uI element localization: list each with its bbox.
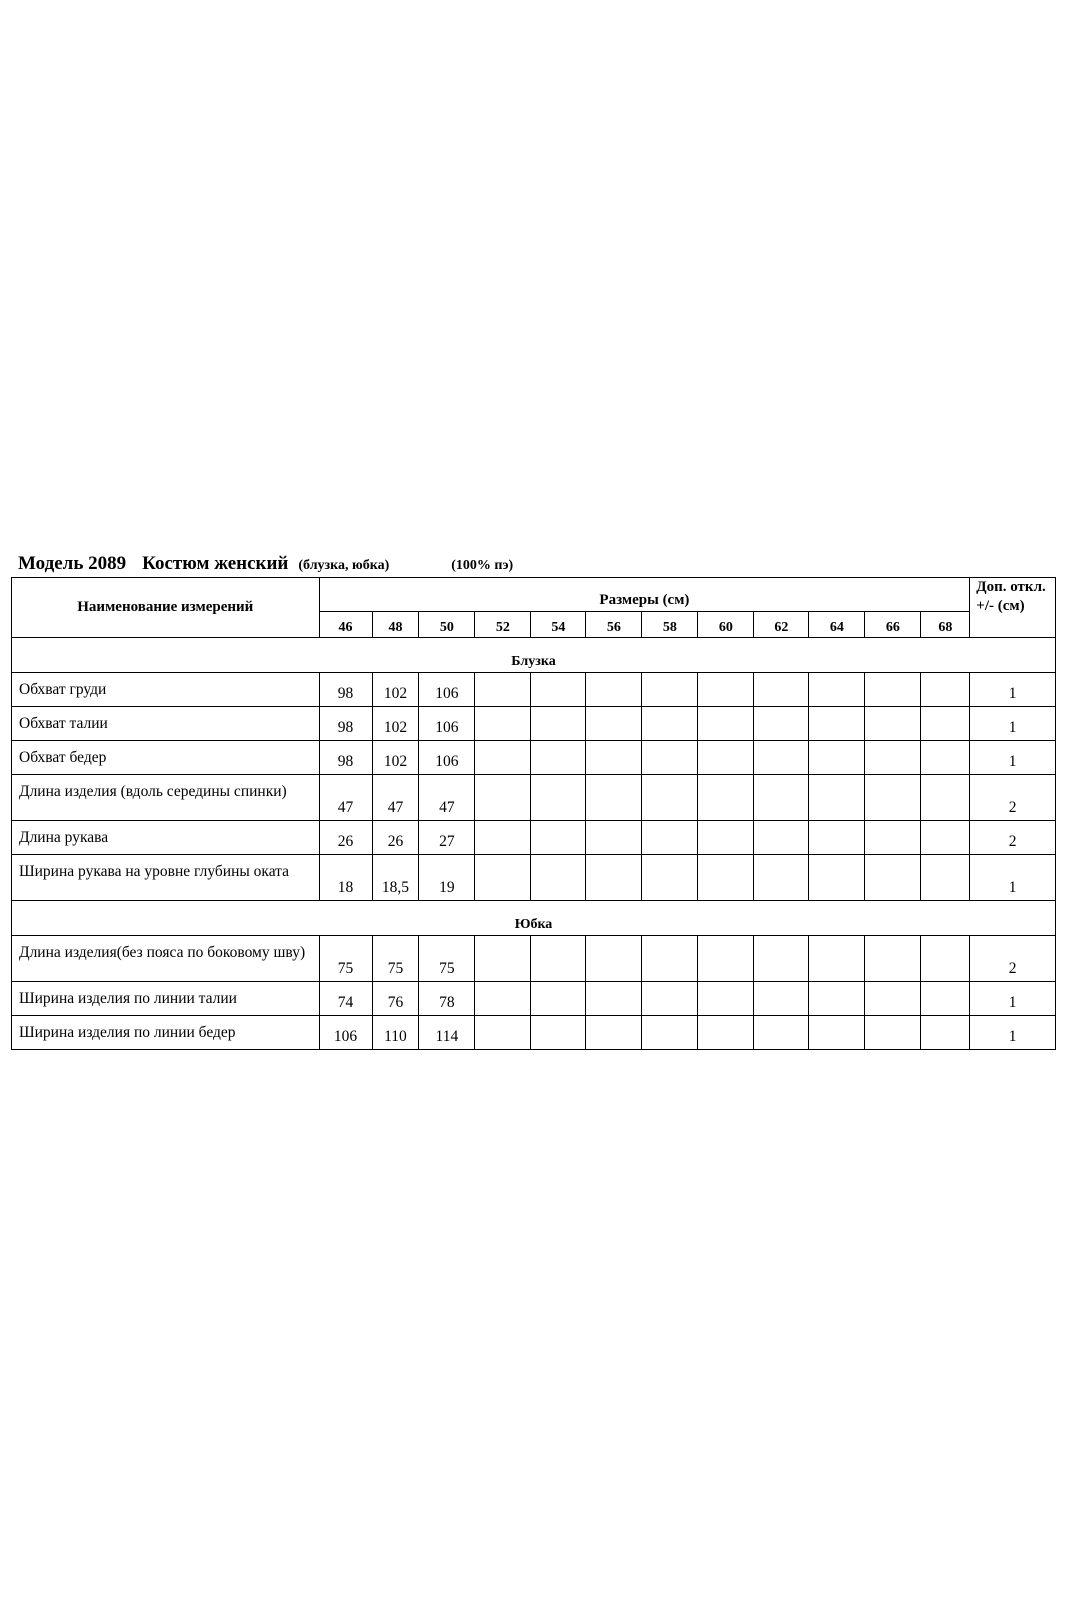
measurement-value — [586, 982, 642, 1016]
measurement-value — [642, 673, 698, 707]
size-header-62: 62 — [754, 612, 809, 638]
measurement-value — [698, 821, 754, 855]
measurement-value — [754, 673, 809, 707]
measurement-value: 26 — [372, 821, 419, 855]
measurement-value — [754, 855, 809, 901]
measurement-value — [531, 821, 586, 855]
measurement-value — [921, 855, 970, 901]
table-row — [12, 821, 1056, 855]
size-header-48: 48 — [372, 612, 419, 638]
measurement-value — [809, 1016, 865, 1050]
measurement-name: Обхват талии — [12, 707, 320, 741]
measurement-value — [642, 1016, 698, 1050]
measurement-value — [809, 673, 865, 707]
measurement-value — [754, 775, 809, 821]
measurement-value: 18 — [319, 855, 372, 901]
measurement-value — [531, 707, 586, 741]
measurement-name-header: Наименование измерений — [12, 578, 320, 638]
measurement-value — [642, 821, 698, 855]
table-row — [12, 982, 1056, 1016]
measurement-value — [642, 936, 698, 982]
section-title: Юбка — [12, 901, 1056, 936]
measurement-value — [809, 775, 865, 821]
size-header-64: 64 — [809, 612, 865, 638]
measurement-value — [809, 741, 865, 775]
tolerance-value: 1 — [970, 741, 1056, 775]
measurement-value — [698, 673, 754, 707]
section-row — [12, 638, 1056, 673]
measurement-value — [698, 855, 754, 901]
measurement-value — [754, 982, 809, 1016]
measurement-value: 106 — [419, 741, 475, 775]
table-row — [12, 673, 1056, 707]
document-title — [18, 553, 513, 575]
size-header-68: 68 — [921, 612, 970, 638]
measurement-value — [921, 821, 970, 855]
measurement-value — [586, 821, 642, 855]
measurement-value — [586, 775, 642, 821]
measurement-value — [698, 1016, 754, 1050]
measurement-value — [921, 673, 970, 707]
measurement-value — [586, 673, 642, 707]
measurement-value — [921, 775, 970, 821]
measurement-value — [586, 1016, 642, 1050]
measurement-name: Обхват бедер — [12, 741, 320, 775]
measurement-name: Длина рукава — [12, 821, 320, 855]
measurement-value — [865, 673, 921, 707]
measurement-value — [809, 936, 865, 982]
measurement-value: 106 — [319, 1016, 372, 1050]
measurement-value — [531, 936, 586, 982]
section-title: Блузка — [12, 638, 1056, 673]
measurement-name: Ширина изделия по линии талии — [12, 982, 320, 1016]
measurement-value — [921, 936, 970, 982]
measurement-value — [809, 707, 865, 741]
size-header-46: 46 — [319, 612, 372, 638]
measurement-value — [475, 707, 531, 741]
measurement-value — [475, 1016, 531, 1050]
tolerance-value: 1 — [970, 982, 1056, 1016]
measurement-value: 26 — [319, 821, 372, 855]
size-header-54: 54 — [531, 612, 586, 638]
measurement-value — [531, 982, 586, 1016]
tolerance-header: Доп. откл. +/- (см) — [970, 578, 1056, 638]
tolerance-value: 2 — [970, 821, 1056, 855]
measurement-value — [531, 673, 586, 707]
measurement-value — [754, 741, 809, 775]
measurement-value — [475, 855, 531, 901]
size-header-58: 58 — [642, 612, 698, 638]
measurement-value: 78 — [419, 982, 475, 1016]
measurement-value — [921, 982, 970, 1016]
table-row — [12, 1016, 1056, 1050]
measurement-value — [642, 775, 698, 821]
size-header-50: 50 — [419, 612, 475, 638]
measurement-value: 27 — [419, 821, 475, 855]
measurement-value — [531, 855, 586, 901]
tolerance-value: 1 — [970, 707, 1056, 741]
measurement-value — [865, 1016, 921, 1050]
measurement-name: Ширина рукава на уровне глубины оката — [12, 855, 320, 901]
measurement-name: Длина изделия (вдоль середины спинки) — [12, 775, 320, 821]
size-header-66: 66 — [865, 612, 921, 638]
size-header-60: 60 — [698, 612, 754, 638]
measurement-value — [865, 821, 921, 855]
section-row — [12, 901, 1056, 936]
measurement-value: 106 — [419, 707, 475, 741]
measurement-value — [475, 821, 531, 855]
measurement-value: 75 — [372, 936, 419, 982]
measurement-value — [865, 982, 921, 1016]
measurement-value — [642, 855, 698, 901]
table-row — [12, 855, 1056, 901]
measurement-value — [475, 775, 531, 821]
measurement-value — [865, 855, 921, 901]
product-subtitle: (блузка, юбка) — [298, 558, 390, 573]
tolerance-value: 1 — [970, 855, 1056, 901]
measurement-value — [754, 821, 809, 855]
fabric-composition: (100% пэ) — [451, 558, 514, 573]
measurement-value — [921, 707, 970, 741]
measurement-value: 110 — [372, 1016, 419, 1050]
tolerance-value: 1 — [970, 673, 1056, 707]
measurement-value — [475, 673, 531, 707]
measurement-value — [809, 982, 865, 1016]
product-name: Костюм женский — [142, 553, 289, 574]
tolerance-value: 2 — [970, 775, 1056, 821]
size-header-56: 56 — [586, 612, 642, 638]
measurement-value — [586, 741, 642, 775]
tolerance-value: 1 — [970, 1016, 1056, 1050]
measurement-value: 75 — [419, 936, 475, 982]
measurement-value: 74 — [319, 982, 372, 1016]
measurement-value: 98 — [319, 707, 372, 741]
measurement-value: 102 — [372, 741, 419, 775]
measurement-value — [642, 741, 698, 775]
measurement-value: 75 — [319, 936, 372, 982]
measurement-value — [475, 741, 531, 775]
measurement-value: 47 — [419, 775, 475, 821]
measurement-value — [921, 1016, 970, 1050]
table-row — [12, 936, 1056, 982]
measurement-value — [865, 741, 921, 775]
table-row — [12, 741, 1056, 775]
measurement-value — [698, 741, 754, 775]
sizes-header: Размеры (см) — [319, 578, 970, 612]
measurement-value: 98 — [319, 673, 372, 707]
measurement-value — [809, 855, 865, 901]
measurement-value: 18,5 — [372, 855, 419, 901]
measurement-value — [865, 936, 921, 982]
measurement-name: Длина изделия(без пояса по боковому шву) — [12, 936, 320, 982]
measurement-value — [865, 775, 921, 821]
table-row — [12, 775, 1056, 821]
measurement-name: Ширина изделия по линии бедер — [12, 1016, 320, 1050]
measurement-value — [698, 775, 754, 821]
measurement-value — [809, 821, 865, 855]
measurement-name: Обхват груди — [12, 673, 320, 707]
measurement-value: 76 — [372, 982, 419, 1016]
measurement-value: 102 — [372, 707, 419, 741]
table-row — [12, 707, 1056, 741]
measurement-value — [475, 936, 531, 982]
measurement-value — [531, 741, 586, 775]
measurement-value — [642, 982, 698, 1016]
measurement-value — [642, 707, 698, 741]
measurement-value — [586, 855, 642, 901]
measurement-value — [921, 741, 970, 775]
measurement-value — [586, 936, 642, 982]
size-header-52: 52 — [475, 612, 531, 638]
measurement-value — [698, 936, 754, 982]
model-number: Модель 2089 — [18, 553, 127, 574]
measurement-value — [475, 982, 531, 1016]
measurement-value: 47 — [372, 775, 419, 821]
measurement-value — [698, 982, 754, 1016]
measurement-value — [865, 707, 921, 741]
measurement-value: 106 — [419, 673, 475, 707]
measurement-value — [754, 1016, 809, 1050]
measurement-value — [754, 707, 809, 741]
measurement-value: 98 — [319, 741, 372, 775]
measurement-value: 114 — [419, 1016, 475, 1050]
measurement-value — [698, 707, 754, 741]
measurement-value — [754, 936, 809, 982]
tolerance-value: 2 — [970, 936, 1056, 982]
measurement-value — [586, 707, 642, 741]
measurement-value — [531, 775, 586, 821]
measurement-value: 102 — [372, 673, 419, 707]
measurement-value: 19 — [419, 855, 475, 901]
measurement-value — [531, 1016, 586, 1050]
measurement-value: 47 — [319, 775, 372, 821]
size-chart-table — [11, 577, 1056, 1050]
